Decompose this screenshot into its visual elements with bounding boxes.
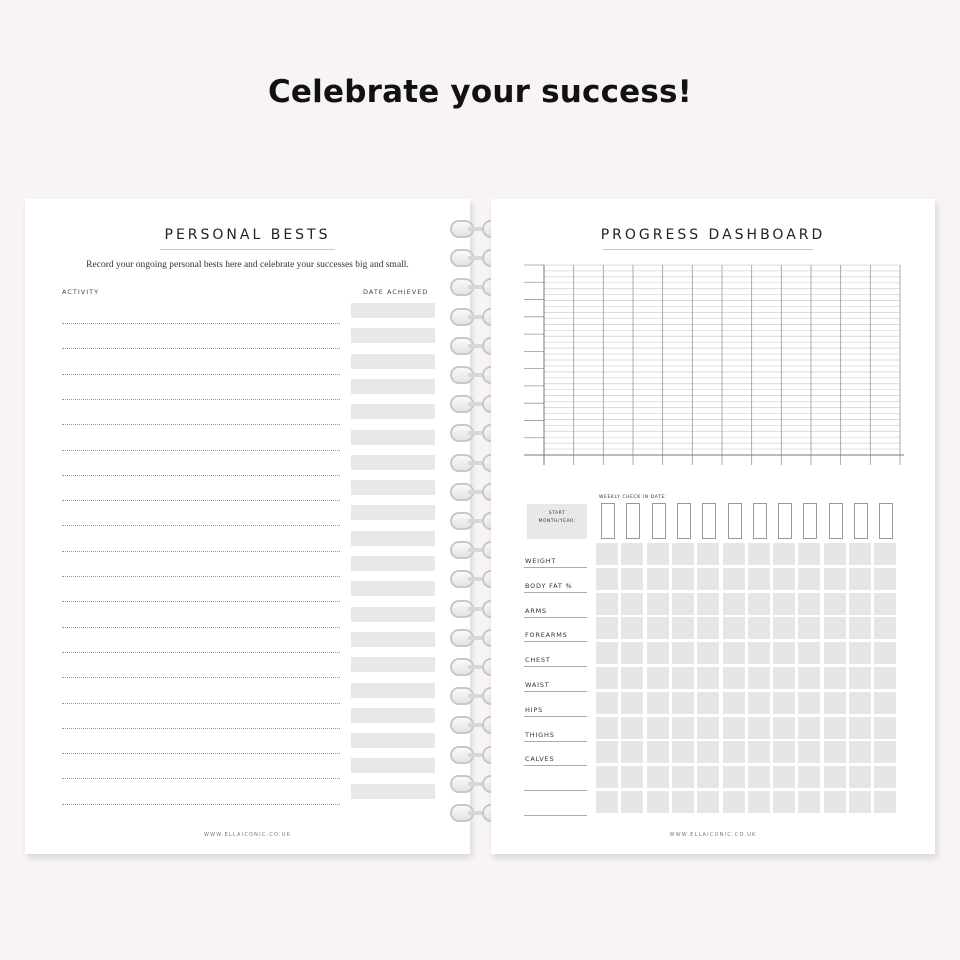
measurement-cell [723, 741, 745, 763]
measurement-cell [672, 766, 694, 788]
activity-line [62, 525, 340, 526]
measurement-cell [748, 617, 770, 639]
measurement-cell [824, 667, 846, 689]
measurement-label: CALVES [525, 755, 555, 764]
weekly-date-slot [854, 503, 868, 539]
measurement-cell [874, 568, 896, 590]
date-achieved-box [351, 505, 435, 520]
measurement-cell [647, 791, 669, 813]
measurement-cell [621, 593, 643, 615]
measurement-cell [647, 617, 669, 639]
measurement-cell [672, 667, 694, 689]
activity-line [62, 804, 340, 805]
weekly-date-slot [753, 503, 767, 539]
activity-line [62, 450, 340, 451]
measurement-cell [647, 766, 669, 788]
measurement-cell [824, 543, 846, 565]
progress-dashboard-page [491, 199, 935, 854]
measurement-rule [524, 641, 587, 642]
measurement-cell [849, 692, 871, 714]
weekly-date-slot [601, 503, 615, 539]
date-achieved-box [351, 354, 435, 369]
measurement-cell [849, 593, 871, 615]
date-achieved-box [351, 607, 435, 622]
date-achieved-box [351, 632, 435, 647]
progress-dashboard-title: PROGRESS DASHBOARD [600, 227, 826, 243]
activity-line [62, 778, 340, 779]
date-achieved-box [351, 379, 435, 394]
measurement-cell [824, 617, 846, 639]
measurement-cell [748, 568, 770, 590]
activity-line [62, 399, 340, 400]
measurement-cell [672, 692, 694, 714]
measurement-cell [723, 593, 745, 615]
activity-line [62, 601, 340, 602]
measurement-cell [798, 568, 820, 590]
measurement-cell [748, 667, 770, 689]
activity-line [62, 323, 340, 324]
measurement-label: FOREARMS [525, 631, 568, 640]
start-label: START [548, 511, 566, 516]
measurement-cell [798, 617, 820, 639]
measurement-cell [672, 642, 694, 664]
measurement-cell [798, 543, 820, 565]
measurement-rule [524, 790, 587, 791]
activity-line [62, 374, 340, 375]
measurement-cell [672, 791, 694, 813]
measurement-cell [798, 791, 820, 813]
measurement-cell [621, 741, 643, 763]
measurement-cell [621, 766, 643, 788]
date-achieved-box [351, 708, 435, 723]
measurement-cell [773, 741, 795, 763]
measurement-cell [621, 642, 643, 664]
right-page-footer: WWW.ELLAICONIC.CO.UK [669, 832, 757, 838]
measurement-cell [773, 667, 795, 689]
measurement-cell [647, 717, 669, 739]
date-achieved-box [351, 430, 435, 445]
measurement-cell [596, 617, 618, 639]
activity-line [62, 348, 340, 349]
page-headline: Celebrate your success! [267, 74, 693, 110]
left-page-footer: WWW.ELLAICONIC.CO.UK [203, 832, 292, 838]
measurement-rule [524, 617, 587, 618]
weekly-date-slot [728, 503, 742, 539]
measurement-label: CHEST [525, 656, 551, 665]
date-achieved-box [351, 733, 435, 748]
date-achieved-box [351, 556, 435, 571]
progress-graph-grid [524, 259, 904, 473]
measurement-cell [798, 766, 820, 788]
measurement-cell [773, 593, 795, 615]
activity-line [62, 627, 340, 628]
measurement-cell [824, 717, 846, 739]
date-achieved-box [351, 657, 435, 672]
measurement-cell [596, 791, 618, 813]
activity-line [62, 500, 340, 501]
measurement-cell [672, 568, 694, 590]
measurement-cell [874, 766, 896, 788]
measurement-cell [647, 593, 669, 615]
measurement-cell [723, 568, 745, 590]
weekly-date-slot [677, 503, 691, 539]
measurement-cell [723, 667, 745, 689]
measurement-cell [798, 717, 820, 739]
date-achieved-box [351, 404, 435, 419]
measurement-cell [621, 692, 643, 714]
measurement-cell [874, 667, 896, 689]
activity-line [62, 576, 340, 577]
measurement-cell [672, 593, 694, 615]
start-month-year-box [527, 504, 587, 539]
measurement-cell [621, 617, 643, 639]
measurement-cell [874, 593, 896, 615]
measurement-cell [647, 642, 669, 664]
measurement-cell [647, 692, 669, 714]
measurement-cell [697, 692, 719, 714]
activity-line [62, 677, 340, 678]
measurement-rule [524, 765, 587, 766]
measurement-cell [723, 791, 745, 813]
activity-line [62, 475, 340, 476]
weekly-date-slot [626, 503, 640, 539]
measurement-cell [849, 791, 871, 813]
activity-line [62, 551, 340, 552]
measurement-cell [773, 791, 795, 813]
weekly-date-slot [702, 503, 716, 539]
measurement-cell [647, 543, 669, 565]
measurement-rule [524, 716, 587, 717]
measurement-cell [621, 717, 643, 739]
measurement-cell [824, 741, 846, 763]
activity-column-header: ACTIVITY [62, 288, 100, 296]
measurement-cell [773, 692, 795, 714]
measurement-label: BODY FAT % [525, 581, 573, 590]
measurement-cell [824, 568, 846, 590]
weekly-check-in-label: WEEKLY CHECK IN DATE: [599, 495, 668, 500]
measurement-cell [723, 717, 745, 739]
measurement-cell [849, 766, 871, 788]
activity-line [62, 753, 340, 754]
measurement-cell [596, 766, 618, 788]
measurement-cell [824, 642, 846, 664]
measurement-cell [596, 717, 618, 739]
measurement-cell [773, 617, 795, 639]
month-year-label: MONTH/YEAR: [538, 519, 576, 524]
measurement-cell [621, 667, 643, 689]
measurement-cell [798, 667, 820, 689]
measurement-cell [672, 617, 694, 639]
measurement-cell [672, 717, 694, 739]
date-achieved-box [351, 303, 435, 318]
title-underline [160, 249, 335, 250]
personal-bests-title: PERSONAL BESTS [164, 227, 331, 243]
measurement-cell [874, 692, 896, 714]
measurement-label: ARMS [525, 606, 547, 615]
personal-bests-intro: Record your ongoing personal bests here and celebrate your successes big and small. [86, 260, 409, 270]
measurement-cell [621, 543, 643, 565]
measurement-cell [596, 543, 618, 565]
measurement-label: HIPS [525, 705, 544, 714]
measurement-cell [723, 617, 745, 639]
measurement-cell [748, 692, 770, 714]
weekly-date-slot [778, 503, 792, 539]
measurement-cell [874, 791, 896, 813]
measurement-cell [723, 766, 745, 788]
measurement-cell [773, 642, 795, 664]
measurement-cell [874, 617, 896, 639]
activity-line [62, 703, 340, 704]
measurement-cell [697, 741, 719, 763]
weekly-date-slot [879, 503, 893, 539]
date-achieved-box [351, 784, 435, 799]
personal-bests-page [25, 199, 470, 854]
measurement-rule [524, 691, 587, 692]
measurement-cell [748, 717, 770, 739]
measurement-label: WEIGHT [525, 557, 557, 565]
measurement-cell [748, 766, 770, 788]
date-achieved-box [351, 480, 435, 495]
measurement-cell [647, 667, 669, 689]
activity-line [62, 652, 340, 653]
measurement-rule [524, 741, 587, 742]
measurement-cell [798, 692, 820, 714]
date-achieved-box [351, 581, 435, 596]
activity-line [62, 424, 340, 425]
measurement-cell [621, 568, 643, 590]
measurement-rule [524, 815, 587, 816]
measurement-cell [874, 642, 896, 664]
measurement-cell [697, 791, 719, 813]
measurement-cell [748, 593, 770, 615]
date-achieved-column-header: DATE ACHIEVED [363, 288, 429, 296]
date-achieved-box [351, 328, 435, 343]
measurement-cell [773, 717, 795, 739]
measurement-cell [723, 543, 745, 565]
measurement-cell [773, 766, 795, 788]
measurement-cell [874, 543, 896, 565]
measurement-cell [596, 667, 618, 689]
title-underline [603, 249, 813, 250]
measurement-cell [773, 568, 795, 590]
date-achieved-box [351, 683, 435, 698]
measurement-cell [697, 617, 719, 639]
measurement-cell [849, 667, 871, 689]
measurement-rule [524, 592, 587, 593]
measurement-cell [748, 791, 770, 813]
measurement-cell [849, 543, 871, 565]
measurement-cell [672, 543, 694, 565]
measurement-cell [596, 593, 618, 615]
measurement-cell [672, 741, 694, 763]
measurement-cell [824, 593, 846, 615]
measurement-rule [524, 567, 587, 568]
measurement-cell [874, 717, 896, 739]
date-achieved-box [351, 758, 435, 773]
measurement-cell [748, 741, 770, 763]
weekly-date-slot [652, 503, 666, 539]
date-achieved-box [351, 455, 435, 470]
measurement-cell [798, 593, 820, 615]
measurement-cell [596, 568, 618, 590]
measurement-cell [596, 741, 618, 763]
measurement-cell [824, 766, 846, 788]
measurement-cell [697, 717, 719, 739]
measurement-cell [723, 692, 745, 714]
measurement-cell [798, 642, 820, 664]
measurement-cell [697, 766, 719, 788]
measurement-label: WAIST [525, 681, 550, 689]
date-achieved-box [351, 531, 435, 546]
measurement-cell [697, 642, 719, 664]
measurement-cell [849, 741, 871, 763]
measurement-cell [874, 741, 896, 763]
measurement-cell [849, 617, 871, 639]
weekly-date-slot [829, 503, 843, 539]
measurement-cell [748, 543, 770, 565]
weekly-date-slot [803, 503, 817, 539]
measurement-cell [697, 667, 719, 689]
measurement-cell [798, 741, 820, 763]
measurement-cell [596, 642, 618, 664]
measurement-rule [524, 666, 587, 667]
measurement-cell [824, 692, 846, 714]
measurement-cell [647, 741, 669, 763]
measurement-cell [697, 543, 719, 565]
measurement-cell [824, 791, 846, 813]
activity-line [62, 728, 340, 729]
measurement-cell [647, 568, 669, 590]
measurement-cell [748, 642, 770, 664]
measurement-cell [697, 593, 719, 615]
measurement-cell [723, 642, 745, 664]
measurement-cell [849, 642, 871, 664]
measurement-cell [849, 568, 871, 590]
measurement-cell [849, 717, 871, 739]
measurement-cell [697, 568, 719, 590]
measurement-label: THIGHS [525, 730, 555, 739]
measurement-cell [773, 543, 795, 565]
measurement-cell [621, 791, 643, 813]
measurement-cell [596, 692, 618, 714]
